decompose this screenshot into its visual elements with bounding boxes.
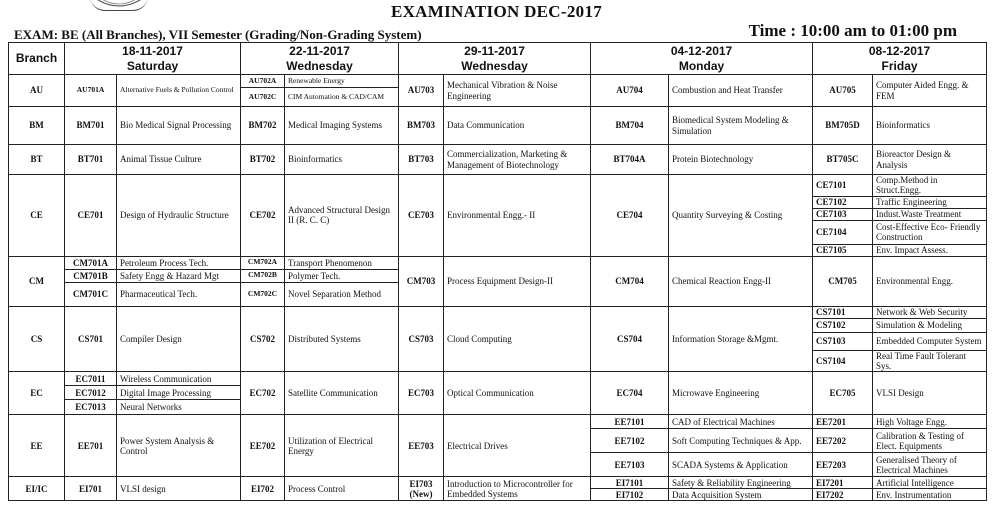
- subject-code: EI7202: [813, 489, 873, 501]
- table-row: [9, 372, 987, 386]
- subject-name: Simulation & Modeling: [873, 318, 987, 332]
- subject-code: CM701C: [65, 282, 117, 306]
- branch-cs: CS: [9, 306, 65, 372]
- subject-name: Bio Medical Signal Processing: [117, 107, 241, 145]
- date: 18-11-2017: [122, 43, 183, 58]
- day: Friday: [881, 58, 918, 73]
- subject-code: EE7102: [591, 429, 669, 453]
- subject-name: Design of Hydraulic Structure: [117, 175, 241, 257]
- exam-time: Time : 10:00 am to 01:00 pm: [748, 21, 957, 40]
- subject-name: Real Time Fault Tolerant Sys.: [873, 350, 987, 372]
- subject-name: Computer Aided Engg. & FEM: [873, 75, 987, 107]
- subject-name: Network & Web Security: [873, 306, 987, 318]
- subject-name: Digital Image Processing: [117, 386, 241, 400]
- date: 22-11-2017: [289, 43, 350, 58]
- subject-code: EC7011: [65, 372, 117, 386]
- subject-code: CS702: [241, 306, 285, 372]
- schedule-table: [8, 42, 987, 501]
- subject-name: Animal Tissue Culture: [117, 145, 241, 175]
- table-row: [9, 256, 987, 269]
- subject-code: EE701: [65, 415, 117, 477]
- subject-name: High Voltage Engg.: [873, 415, 987, 429]
- subject-name: Power System Analysis & Control: [117, 415, 241, 477]
- subject-name: Env. Impact Assess.: [873, 244, 987, 256]
- subject-code: EC703: [399, 372, 444, 415]
- subject-code: BT703: [399, 145, 444, 175]
- branch-cm: CM: [9, 256, 65, 306]
- subject-name: Mechanical Vibration & Noise Engineering: [444, 75, 591, 107]
- subject-name: VLSI Design: [873, 372, 987, 415]
- subject-code: EE7103: [591, 453, 669, 477]
- subject-name: Distributed Systems: [285, 306, 399, 372]
- subject-code: CS7102: [813, 318, 873, 332]
- subject-code: BT705C: [813, 145, 873, 175]
- date-header-4: [591, 43, 813, 75]
- table-row: [9, 175, 987, 197]
- subject-code: CM702C: [241, 282, 285, 306]
- date-header-1: [65, 43, 241, 75]
- subject-name: Information Storage &Mgmt.: [669, 306, 813, 372]
- subject-code: AU702A: [241, 75, 285, 88]
- subject-code: CE7105: [813, 244, 873, 256]
- subject-code: CE7104: [813, 220, 873, 244]
- subject-code: CS7101: [813, 306, 873, 318]
- subject-name: SCADA Systems & Application: [669, 453, 813, 477]
- subject-code: BT701: [65, 145, 117, 175]
- day: Saturday: [126, 58, 179, 73]
- subject-name: Wireless Communication: [117, 372, 241, 386]
- subject-name: Satellite Communication: [285, 372, 399, 415]
- subject-name: Environmental Engg.- II: [444, 175, 591, 257]
- subject-code: BM703: [399, 107, 444, 145]
- subject-code: EC7012: [65, 386, 117, 400]
- subject-name: Introduction to Microcontroller for Embedded Systems: [444, 477, 591, 501]
- subject-code: EI7102: [591, 489, 669, 501]
- subject-code: CS703: [399, 306, 444, 372]
- subject-name: Optical Communication: [444, 372, 591, 415]
- subject-code: CE702: [241, 175, 285, 257]
- subject-name: Polymer Tech.: [285, 269, 399, 282]
- subject-code: CM702A: [241, 256, 285, 269]
- subject-name: Neural Networks: [117, 400, 241, 415]
- subject-code: EC7013: [65, 400, 117, 415]
- day: Wednesday: [461, 58, 528, 73]
- subject-code: CM705: [813, 256, 873, 306]
- subject-name: CAD of Electrical Machines: [669, 415, 813, 429]
- subject-name: Biomedical System Modeling & Simulation: [669, 107, 813, 145]
- subject-code: EE7201: [813, 415, 873, 429]
- table-row: [9, 415, 987, 429]
- subject-code: CM701B: [65, 269, 117, 282]
- subject-code: AU703: [399, 75, 444, 107]
- date: 29-11-2017: [464, 43, 525, 58]
- subject-name: Traffic Engineering: [873, 196, 987, 208]
- table-row: [9, 477, 987, 489]
- branch-au: AU: [9, 75, 65, 107]
- subject-code: CE7102: [813, 196, 873, 208]
- date: 08-12-2017: [868, 43, 931, 58]
- subject-name: Process Control: [285, 477, 399, 501]
- subject-code: EE7203: [813, 453, 873, 477]
- subject-code: CE704: [591, 175, 669, 257]
- table-row: [9, 107, 987, 145]
- subject-code: EI701: [65, 477, 117, 501]
- subject-name: Advanced Structural Design II (R. C. C): [285, 175, 399, 257]
- subject-code: CE7103: [813, 208, 873, 220]
- subject-code: CS701: [65, 306, 117, 372]
- subject-name: Bioinformatics: [285, 145, 399, 175]
- subject-code: CM701A: [65, 256, 117, 269]
- table-row: [9, 75, 987, 88]
- subject-code: EC702: [241, 372, 285, 415]
- subject-code: BM704: [591, 107, 669, 145]
- table-row: [9, 145, 987, 175]
- subject-code: AU705: [813, 75, 873, 107]
- subject-name: CIM Automation & CAD/CAM: [285, 88, 399, 107]
- subject-name: Indust.Waste Treatment: [873, 208, 987, 220]
- branch-ei-ic: EI/IC: [9, 477, 65, 501]
- subject-name: Bioinformatics: [873, 107, 987, 145]
- date-header-2: [241, 43, 399, 75]
- day: Monday: [678, 58, 725, 73]
- subject-code: CE703: [399, 175, 444, 257]
- subject-name: Medical Imaging Systems: [285, 107, 399, 145]
- subject-name: Cost-Effective Eco- Friendly Construction: [873, 220, 987, 244]
- subject-code: EE7202: [813, 429, 873, 453]
- subject-code: BT702: [241, 145, 285, 175]
- subject-code: AU704: [591, 75, 669, 107]
- subject-name: Combustion and Heat Transfer: [669, 75, 813, 107]
- subject-name: Quantity Surveying & Costing: [669, 175, 813, 257]
- subject-code: EE702: [241, 415, 285, 477]
- subject-name: Calibration & Testing of Elect. Equipments: [873, 429, 987, 453]
- exam-description: EXAM: BE (All Branches), VII Semester (Grading/Non-Grading System): [14, 27, 422, 42]
- subject-code: EI702: [241, 477, 285, 501]
- subject-name: Generalised Theory of Electrical Machines: [873, 453, 987, 477]
- branch-bt: BT: [9, 145, 65, 175]
- subject-code: CM702B: [241, 269, 285, 282]
- subject-code: BM702: [241, 107, 285, 145]
- subject-code: EI703 (New): [399, 477, 444, 501]
- subject-name: Embedded Computer System: [873, 332, 987, 350]
- date-header-3: [399, 43, 591, 75]
- table-row: [9, 306, 987, 318]
- exam-title: EXAMINATION DEC-2017: [390, 2, 603, 21]
- subject-name: Renewable Energy: [285, 75, 399, 88]
- subject-code: CE7101: [813, 175, 873, 197]
- subject-name: Environmental Engg.: [873, 256, 987, 306]
- branch-ee: EE: [9, 415, 65, 477]
- subject-code: CS7104: [813, 350, 873, 372]
- subject-code: AU701A: [65, 75, 117, 107]
- subject-name: Soft Computing Techniques & App.: [669, 429, 813, 453]
- date-header-5: [813, 43, 987, 75]
- header-row: [9, 43, 987, 75]
- subject-code: CM704: [591, 256, 669, 306]
- subject-name: Env. Instrumentation: [873, 489, 987, 501]
- subject-name: Petroleum Process Tech.: [117, 256, 241, 269]
- subject-name: Comp.Method in Struct.Engg.: [873, 175, 987, 197]
- subject-code: CS7103: [813, 332, 873, 350]
- subject-code: CE701: [65, 175, 117, 257]
- subject-name: Transport Phenomenon: [285, 256, 399, 269]
- subject-name: Alternative Fuels & Pollution Control: [117, 75, 241, 107]
- subject-name: Bioreactor Design & Analysis: [873, 145, 987, 175]
- branch-ce: CE: [9, 175, 65, 257]
- subject-name: Safety Engg & Hazard Mgt: [117, 269, 241, 282]
- subject-name: Protein Biotechnology: [669, 145, 813, 175]
- subject-code: AU702C: [241, 88, 285, 107]
- subject-name: Process Equipment Design-II: [444, 256, 591, 306]
- day: Wednesday: [286, 58, 353, 73]
- branch-ec: EC: [9, 372, 65, 415]
- subject-name: Compiler Design: [117, 306, 241, 372]
- subject-name: Safety & Reliability Engineering: [669, 477, 813, 489]
- subject-name: Microwave Engineering: [669, 372, 813, 415]
- subject-name: Pharmaceutical Tech.: [117, 282, 241, 306]
- subject-code: BM701: [65, 107, 117, 145]
- subject-code: EI7101: [591, 477, 669, 489]
- subject-name: Data Communication: [444, 107, 591, 145]
- subject-name: Electrical Drives: [444, 415, 591, 477]
- subject-name: Data Acquisition System: [669, 489, 813, 501]
- subject-name: Chemical Reaction Engg-II: [669, 256, 813, 306]
- subject-code: CM703: [399, 256, 444, 306]
- subject-name: Utilization of Electrical Energy: [285, 415, 399, 477]
- subject-code: EI7201: [813, 477, 873, 489]
- subject-code: CS704: [591, 306, 669, 372]
- subject-name: VLSI design: [117, 477, 241, 501]
- subject-code: EC704: [591, 372, 669, 415]
- branch-bm: BM: [9, 107, 65, 145]
- subject-name: Cloud Computing: [444, 306, 591, 372]
- subject-code: EE7101: [591, 415, 669, 429]
- branch-header: Branch: [9, 43, 65, 75]
- subject-code: BM705D: [813, 107, 873, 145]
- subject-code: BT704A: [591, 145, 669, 175]
- subject-code: EC705: [813, 372, 873, 415]
- subject-name: Commercialization, Marketing & Management of Biotechnology: [444, 145, 591, 175]
- date: 04-12-2017: [670, 43, 733, 58]
- subject-code: EE703: [399, 415, 444, 477]
- subject-name: Novel Separation Method: [285, 282, 399, 306]
- subject-name: Artificial Intelligence: [873, 477, 987, 489]
